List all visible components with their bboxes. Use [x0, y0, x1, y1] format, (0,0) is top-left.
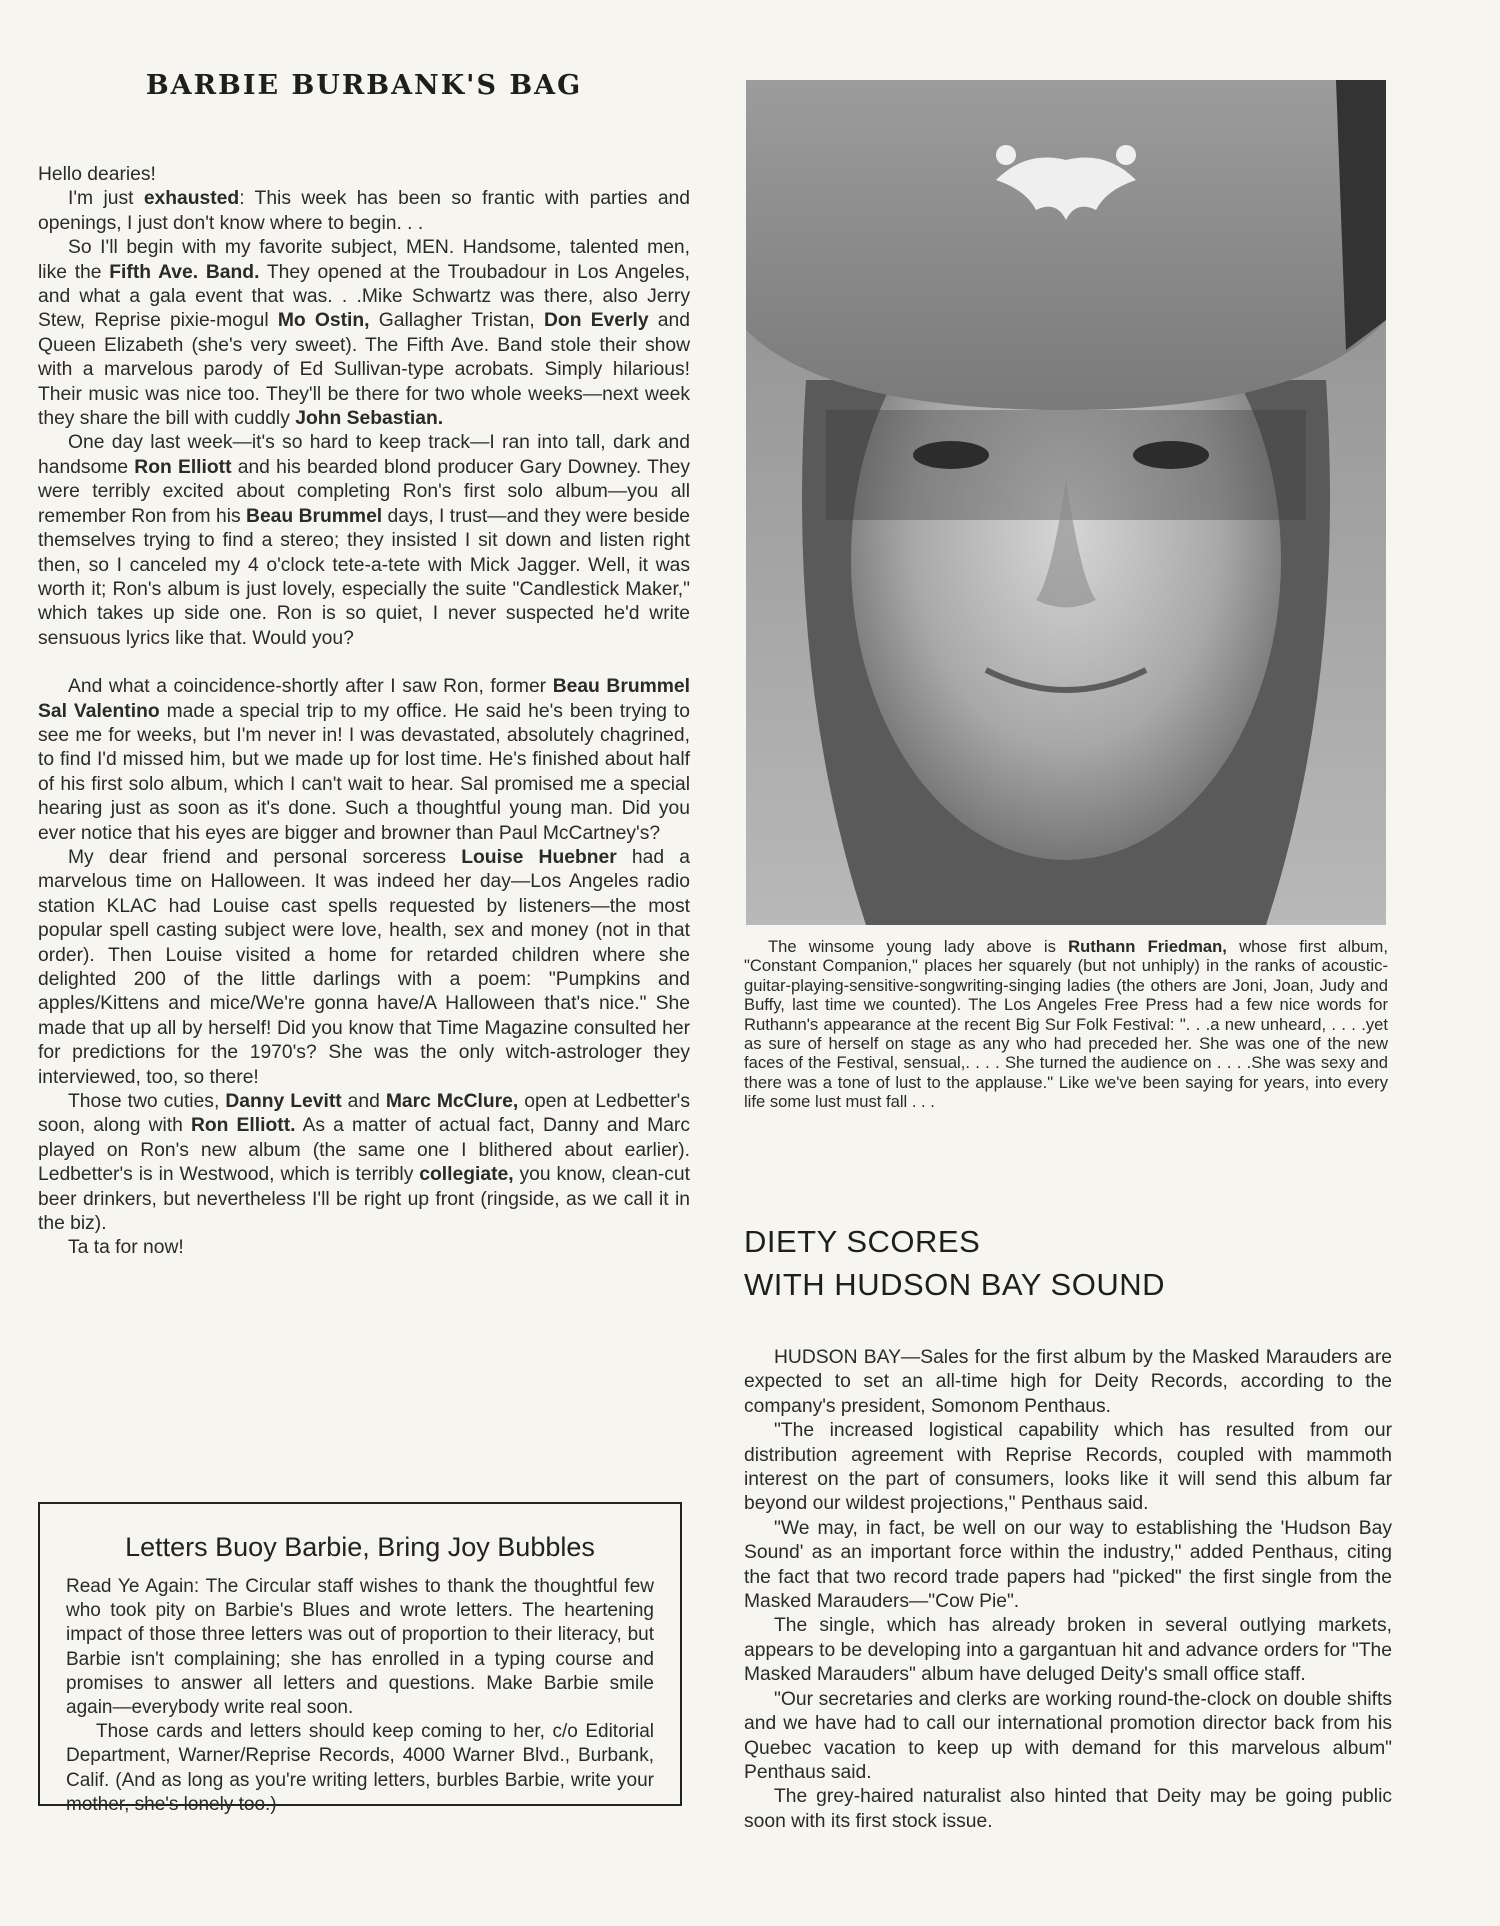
paragraph: I'm just exhausted: This week has been so frantic with parties and openings, I just don't know where to begin. . . [38, 188, 690, 234]
letters-title: Letters Buoy Barbie, Bring Joy Bubbles [125, 1532, 595, 1562]
photo-caption: The winsome young lady above is Ruthann Friedman, whose first album, "Constant Companion," places her squarely (but not unhiply) in the ranks of acoustic-guitar-playing-sensitive-songwriting-singing ladies (the others are Joni, Joan, Judy and Buffy, last time we counted). The Los Angeles Free Press had a few nice words for Ruthann's appearance at the recent Big Sur Folk Festival: ". . .a new unheard, . . . .yet as sure of herself on stage as any who had preceded her. She was one of the new faces of the Festival, sensual,. . . . She turned the audience on . . . .She was sexy and there was a tone of lust to the applause." Like we've been saying for years, into every life some lust must fall . . . [744, 937, 1388, 1112]
paragraph: "The increased logistical capability which has resulted from our distribution agreement with Reprise Records, coupled with mammoth interest on the part of consumers, looks like it will send this album far beyond our wildest projections," Penthaus said. [744, 1420, 1392, 1515]
paragraph: Those two cuties, Danny Levitt and Marc McClure, open at Ledbetter's soon, along with Ron Elliott. As a matter of actual fact, Danny and Marc played on Ron's new album (the same one I blithered about earlier). Ledbetter's is in Westwood, which is terribly collegiate, you know, clean-cut beer drinkers, but nevertheless I'll be right up front (ringside, as we call it in the biz). [38, 1091, 690, 1235]
diety-article [744, 1220, 1392, 1834]
signoff: Ta ta for now! [68, 1237, 184, 1259]
paragraph: The single, which has already broken in several outlying markets, appears to be developing into a gargantuan hit and advance orders for "The Masked Marauders" album have deluged Deity's small office staff. [744, 1615, 1392, 1686]
headline-line: WITH HUDSON BAY SOUND [744, 1267, 1165, 1302]
headline-line: DIETY SCORES [744, 1224, 981, 1259]
paragraph: HUDSON BAY—Sales for the first album by the Masked Marauders are expected to set an all-time high for Deity Records, according to the company's president, Somonom Penthaus. [744, 1347, 1392, 1417]
barbie-article [38, 163, 690, 1261]
paragraph: So I'll begin with my favorite subject, MEN. Handsome, talented men, like the Fifth Ave. Band. They opened at the Troubadour in Los Angeles, and what a gala event that was. . .Mike Schwartz was there, also Jerry Stew, Reprise pixie-mogul Mo Ostin, Gallagher Tristan, Don Everly and Queen Elizabeth (she's very sweet). The Fifth Ave. Band stole their show with a marvelous parody of Ed Sullivan-type acrobats. Simply hilarious! Their music was nice too. They'll be there for two whole weeks—next week they share the bill with cuddly John Sebastian. [38, 237, 691, 430]
letters-box [38, 1502, 682, 1815]
greeting: Hello dearies! [38, 164, 156, 185]
diety-body [744, 1346, 1392, 1834]
portrait-photo-icon [746, 80, 1386, 925]
paragraph: And what a coincidence-shortly after I saw Ron, former Beau Brummel Sal Valentino made a special trip to my office. He said he's been trying to see me for weeks, but I'm never in! I was devastated, absolutely chagrined, to find I'd missed him, but we made up for lost time. He's finished about half of his first solo album, which I can't wait to hear. Sal promised me a special hearing just as soon as it's done. Such a thoughtful young man. Did you ever notice that his eyes are bigger and browner than Paul McCartney's? [38, 676, 690, 844]
diety-headline [744, 1220, 1392, 1306]
paragraph: One day last week—it's so hard to keep track—I ran into tall, dark and handsome Ron Elliott and his bearded blond producer Gary Downey. They were terribly excited about completing Ron's first solo album—you all remember Ron from his Beau Brummel days, I trust—and they were beside themselves trying to find a stereo; they insisted I sit down and listen right then, so I canceled my 4 o'clock tete-a-tete with Mick Jagger. Well, it was worth it; Ron's album is just lovely, especially the suite "Candlestick Maker," which takes up side one. Ron is so quiet, I never suspected he'd write sensuous lyrics like that. Would you? [38, 432, 690, 649]
barbie-column [38, 70, 690, 1261]
photo-column [744, 80, 1392, 1112]
paragraph: The grey-haired naturalist also hinted that Deity may be going public soon with its first stock issue. [744, 1786, 1392, 1832]
portrait-photo [746, 80, 1386, 925]
letters-paragraph: Read Ye Again: The Circular staff wishes to thank the thoughtful few who took pity on Barbie's Blues and wrote letters. The heartening impact of those three letters was out of proportion to their literacy, but Barbie isn't complaining; she has enrolled in a typing course and promises to answer all letters and questions. Make Barbie smile again—everybody write real soon. [66, 1576, 654, 1719]
masthead: BARBIE BURBANK'S BAG [145, 70, 583, 101]
letters-paragraph: Those cards and letters should keep coming to her, c/o Editorial Department, Warner/Reprise Records, 4000 Warner Blvd., Burbank, Calif. (And as long as you're writing letters, burbles Barbie, write your mother, she's lonely too.) [66, 1721, 654, 1815]
paragraph: "Our secretaries and clerks are working round-the-clock on double shifts and we have had to call our international promotion director back from his Quebec vacation to keep up with demand for this marvelous album" Penthaus said. [744, 1688, 1392, 1783]
paragraph: My dear friend and personal sorceress Louise Huebner had a marvelous time on Halloween. It was indeed her day—Los Angeles radio station KLAC had Louise cast spells requested by listeners—the most popular spell casting subject were love, health, sex and money (not in that order). Then Louise visited a home for retarded children where she delighted 200 of the little darlings with a poem: "Pumpkins and apples/Kittens and mice/We're gonna have/A Halloween that's nice." She made that up all by herself! Did you know that Time Magazine consulted her for predictions for the 1970's? She was the only witch-astrologer they interviewed, too, so there! [38, 846, 690, 1088]
paragraph: "We may, in fact, be well on our way to establishing the 'Hudson Bay Sound' as an important force within the industry," added Penthaus, citing the fact that two record trade papers had "picked" the first single from the Masked Marauders—"Cow Pie". [744, 1517, 1392, 1613]
